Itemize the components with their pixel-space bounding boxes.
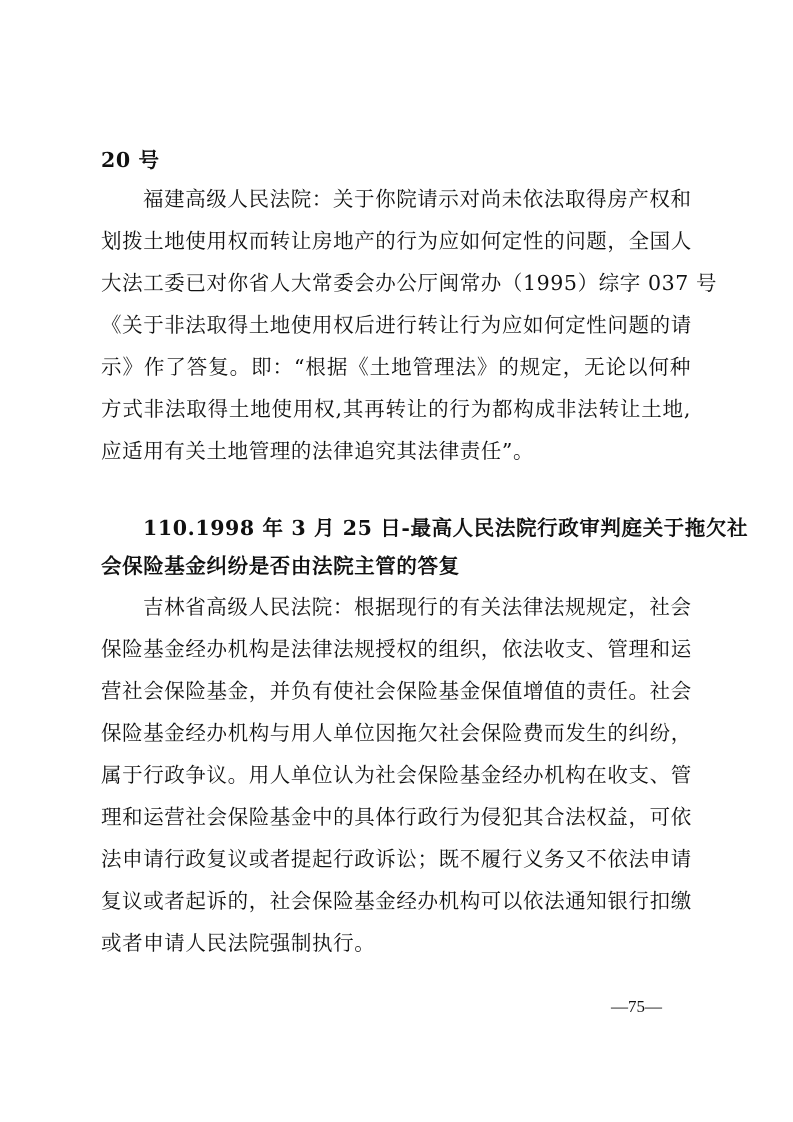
paragraph-line: 理和运营社会保险基金中的具体行政行为侵犯其合法权益，可依 <box>101 805 692 829</box>
heading-tail: 20 号 <box>101 148 160 172</box>
paragraph-line: 《关于非法取得土地使用权后进行转让行为应如何定性问题的请 <box>101 313 692 337</box>
paragraph-line: 或者申请人民法院强制执行。 <box>101 931 376 955</box>
paragraph-line: 复议或者起诉的，社会保险基金经办机构可以依法通知银行扣缴 <box>101 889 692 913</box>
section-title: 会保险基金纠纷是否由法院主管的答复 <box>101 554 460 578</box>
paragraph-line: 应适用有关土地管理的法律追究其法律责任”。 <box>101 439 535 463</box>
paragraph-line: 示》作了答复。即：“根据《土地管理法》的规定，无论以何种 <box>101 355 691 379</box>
paragraph-line: 营社会保险基金，并负有使社会保险基金保值增值的责任。社会 <box>101 679 692 703</box>
paragraph-line: 吉林省高级人民法院：根据现行的有关法律法规规定，社会 <box>143 595 692 619</box>
section-title: 110.1998 年 3 月 25 日-最高人民法院行政审判庭关于拖欠社 <box>143 516 749 540</box>
paragraph-line: 保险基金经办机构与用人单位因拖欠社会保险费而发生的纠纷， <box>101 721 692 745</box>
paragraph-line: 划拨土地使用权而转让房地产的行为应如何定性的问题，全国人 <box>101 229 692 253</box>
paragraph-line: 方式非法取得土地使用权,其再转让的行为都构成非法转让土地, <box>101 397 691 421</box>
paragraph-line: 福建高级人民法院：关于你院请示对尚未依法取得房产权和 <box>143 187 692 211</box>
page-number: —75— <box>611 997 662 1016</box>
paragraph-line: 属于行政争议。用人单位认为社会保险基金经办机构在收支、管 <box>101 763 692 787</box>
paragraph-line: 法申请行政复议或者提起行政诉讼；既不履行义务又不依法申请 <box>101 847 692 871</box>
paragraph-line: 大法工委已对你省人大常委会办公厅闽常办（1995）综字 037 号 <box>101 271 718 295</box>
paragraph-line: 保险基金经办机构是法律法规授权的组织，依法收支、管理和运 <box>101 637 692 661</box>
